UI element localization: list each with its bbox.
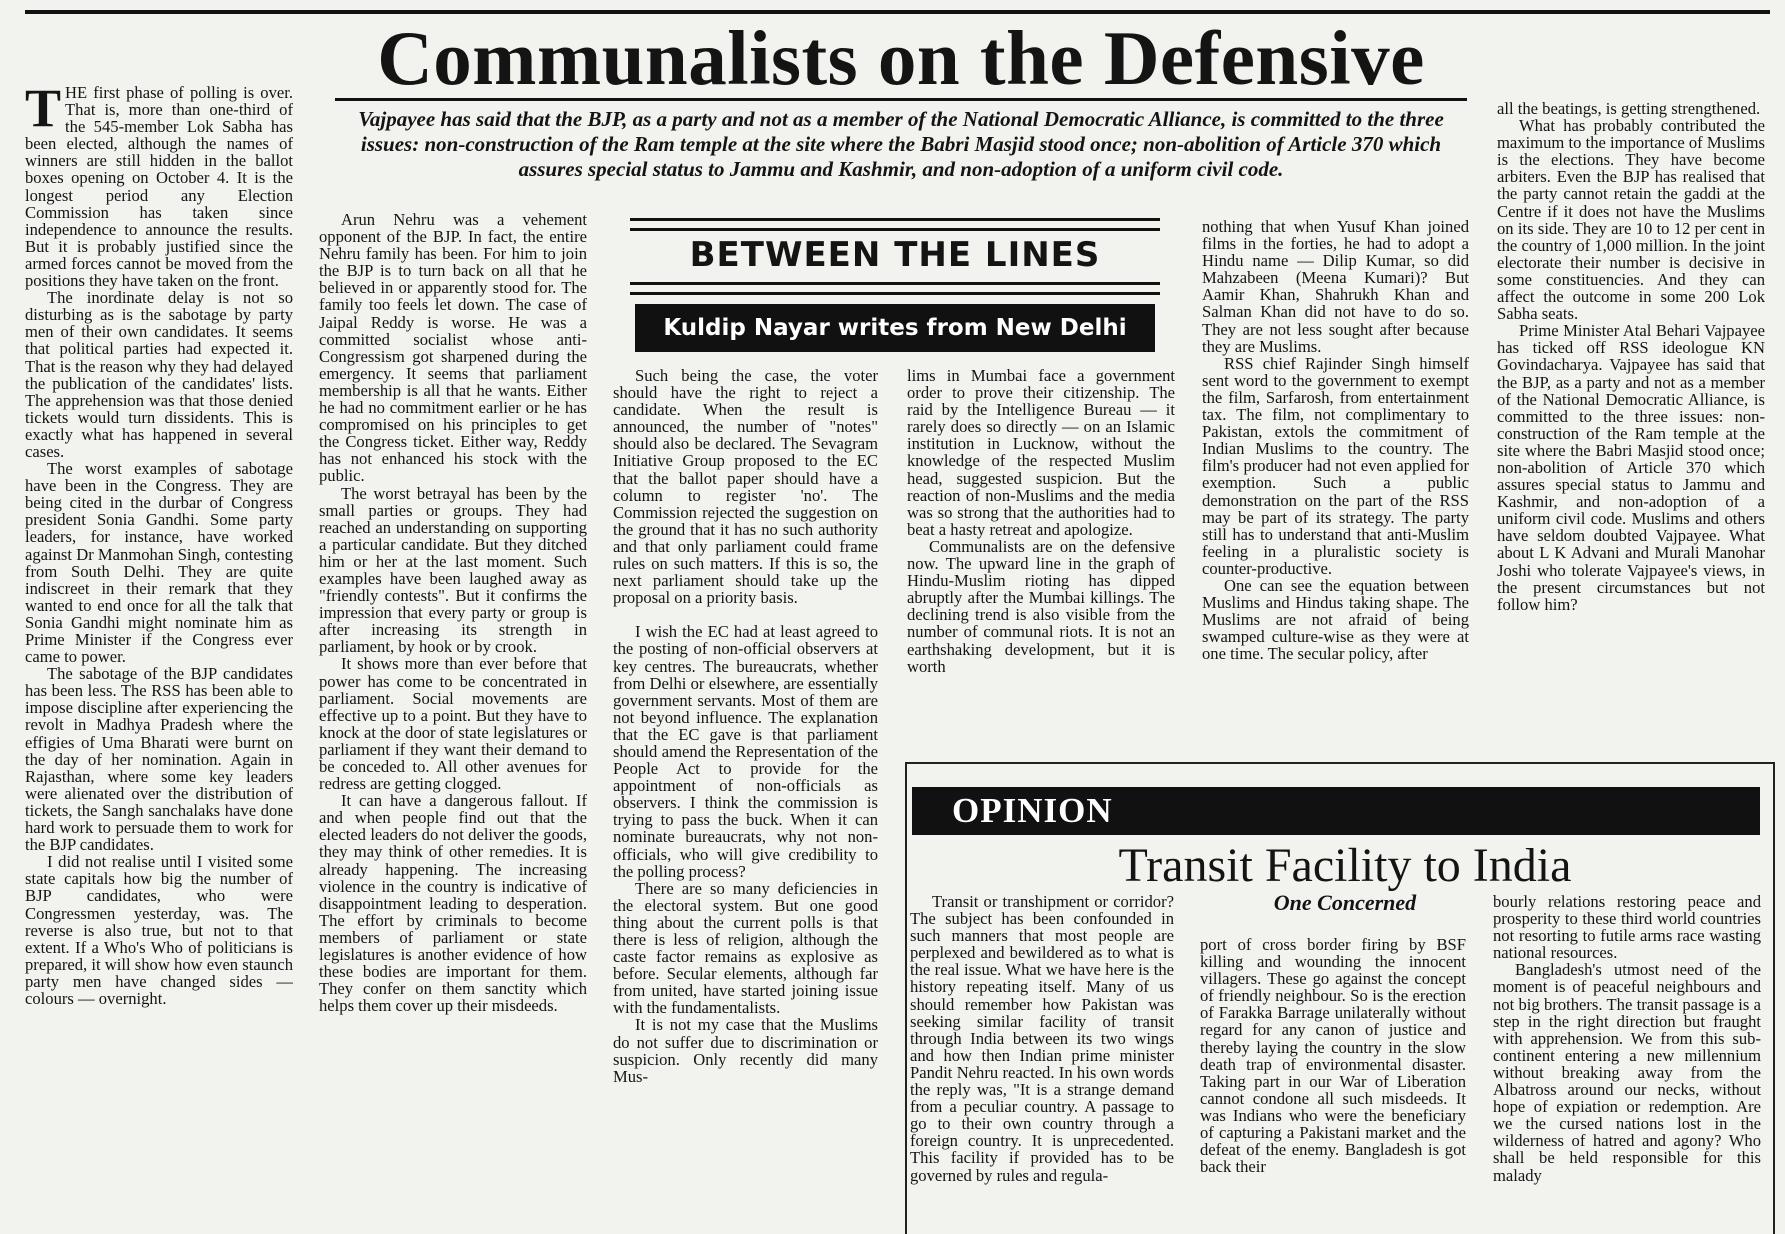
deck-box: [335, 98, 1467, 206]
column-2-para-1: Arun Nehru was a vehement opponent of the BJP. In fact, the entire Nehru family has been. For him to join the BJP is to turn back on all that he believed in or apparently stood for. The family too feels let down. The case of Jaipal Reddy is worse. He was a committed socialist whose anti-Congressism got sharpened during the emergency. It seems that parliament membership is all that he wants. Either he had no commitment earlier or he has compromised on his principles to get the Congress ticket. Either way, Reddy has not enhanced his stock with the public.: [319, 211, 587, 486]
column-1: [25, 84, 293, 1214]
column-1-para-4: The sabotage of the BJP candidates has been less. The RSS has been able to impose discipline after experiencing the revolt in Madhya Pradesh where the effigies of Uma Bharati were burnt on the day of her nomination. Again in Rajasthan, where some key leaders were alienated over the distribution of tickets, the Sangh sanchalaks have done hard work to persuade them to work for the BJP candidates.: [25, 664, 293, 855]
column-3: [613, 367, 878, 1214]
column-5-para-3: One can see the equation between Muslims and Hindus taking shape. The Muslims are not afraid of being swamped culture-wise as they were at one time. The secular policy, after: [1202, 575, 1469, 664]
column-3-para-1: Such being the case, the voter should have the right to reject a candidate. When the result is announced, the number of "notes" should also be declared. The Sevagram Initiative Group proposed to the EC that the ballot paper should have a column to register 'no'. The Commission rejected the suggestion on the ground that it has no such authority and that only parliament could frame rules on such matters. If this is so, the next parliament should take up the proposal on a priority basis.: [613, 367, 878, 608]
opinion-column-3-para-2: Bangladesh's utmost need of the moment is of peaceful neighbours and not big brothers. The transit passage is a step in the right direction but fraught with apprehension. We from this sub-continent entering a new millennium without breaking away from the Albatross around our necks, without hope of expiation or redemption. Are we the cursed nations lost in the wilderness of hatred and agony? Who shall be held responsible for this malady: [1493, 960, 1761, 1185]
column-4: [907, 367, 1175, 747]
column-5-para-1: nothing that when Yusuf Khan joined films in the forties, he had to adopt a Hindu name — Dilip Kumar, so did Mahzabeen (Meena Kumari)? But Aamir Khan, Shahrukh Khan and Salman Khan did not have to do so. They are not less sought after because they are Muslims.: [1202, 218, 1469, 356]
opinion-column-3: [1493, 893, 1761, 1221]
badge-rule: [630, 228, 1160, 231]
between-the-lines-badge: [630, 218, 1160, 360]
column-2: [319, 211, 587, 1214]
column-5: [1202, 218, 1469, 748]
column-3-para-3: There are so many deficiencies in the electoral system. But one good thing about the current polls is that there is less of religion, although the caste factor remains as explosive as before. Secular elements, although far from united, have started joining issue with the fundamentalists.: [613, 878, 878, 1018]
column-2-para-3: It shows more than ever before that power has come to be concentrated in parliament. Social movements are effective up to a point. But they have to knock at the door of state legislatures or parliament if they want their demand to be conceded to. All other avenues for redress are getting clogged.: [319, 654, 587, 794]
column-6: [1497, 100, 1765, 750]
deck: Vajpayee has said that the BJP, as a party and not as a member of the National Democratic Alliance, is committed to the three issues: non-construction of the Ram temple at the site where the Babri Masjid stood once; non-abolition of Article 370 which assures special status to Jammu and Kashmir, and non-adoption of a uniform civil code.: [358, 107, 1444, 181]
column-2-para-2: The worst betrayal has been by the small parties or groups. They had reached an understanding on supporting a particular candidate. But they ditched him or her at the last moment. Such examples have been laughed away as "friendly contests". But it confirms the impression that every party or group is after increasing its strength in parliament, by hook or by crook.: [319, 483, 587, 657]
opinion-column-2-para-1: port of cross border firing by BSF killing and wounding the innocent villagers. These go against the concept of friendly neighbour. So is the erection of Farakka Barrage unilaterally without regard for any canon of justice and thereby laying the country in the slow death trap of environmental disaster. Taking part in our War of Liberation cannot condone all such misdeeds. It was Indians who were the beneficiary of capturing a Pakistani market and the defeat of the enemy. Bangladesh is got back their: [1200, 936, 1466, 1177]
column-5-para-2: RSS chief Rajinder Singh himself sent word to the government to exempt the film, Sarfarosh, from entertainment tax. The film, not complimentary to Pakistan, extols the commitment of Indian Muslims to the country. The film's producer had not even applied for exemption. Such a public demonstration on the part of the RSS may be part of its strategy. The party still has to understand that anti-Muslim feeling in a pluralistic society is counter-productive.: [1202, 353, 1469, 578]
column-1-para-1: THE first phase of polling is over. That is, more than one-third of the 545-member Lok Sabha has been elected, although the names of winners are still hidden in the ballot boxes opening on October 4. It is the longest period any Election Commission has taken since independence to announce the results. But it is probably justified since the armed forces cannot be moved from the positions they have taken on the front.: [25, 84, 293, 291]
opinion-column-1-para-1: Transit or transhipment or corridor? The subject has been confounded in such manners that most people are perplexed and bewildered as to what is the real issue. What we have here is the history repeating itself. Many of us should remember how Pakistan was seeking similar facility of transit through India between its two wings and how then Indian prime minister Pandit Nehru reacted. In his own words the reply was, "It is a strange demand from a peculiar country. A passage to go to their own country through a foreign country. It is unprecedented. This facility if provided has to be governed by rules and regula-: [910, 893, 1174, 1185]
column-1-para-3: The worst examples of sabotage have been in the Congress. They are being cited in the durbar of Congress president Sonia Gandhi. Some party leaders, for instance, have worked against Dr Manmohan Singh, contesting from South Delhi. They are quite indiscreet in their remark that they wanted to end once for all the talk that Sonia Gandhi might nominate him as Prime Minister if the Congress ever came to power.: [25, 459, 293, 667]
badge-rule: [630, 218, 1160, 221]
column-3-para-4: It is not my case that the Muslims do not suffer due to discrimination or suspicion. Only recently did many Mus-: [613, 1015, 878, 1086]
opinion-column-3-para-1: bourly relations restoring peace and prosperity to these third world countries not resorting to futile arms race wasting national resources.: [1493, 893, 1761, 963]
badge-rule: [630, 292, 1160, 295]
badge-rule: [630, 282, 1160, 285]
column-3-para-2: I wish the EC had at least agreed to the posting of non-official observers at key centres. The bureaucrats, whether from Delhi or elsewhere, are essentially government servants. Most of them are not beyond influence. The explanation that the EC gave is that parliament should amend the Representation of the People Act to provide for the appointment of non-officials as observers. I think the commission is trying to pass the buck. When it can nominate bureaucrats, why not non-officials, who will give credibility to the polling process?: [613, 622, 878, 881]
column-1-para-2: The inordinate delay is not so disturbing as is the sabotage by party men of their own candidates. It seems that political parties had expected it. That is the reason why they had delayed the publication of the candidates' lists. The apprehension was that those denied tickets would turn dissidents. This is exactly what has happened in several cases.: [25, 288, 293, 461]
dropcap: T: [25, 84, 62, 138]
column-4-para-2: Communalists are on the defensive now. The upward line in the graph of Hindu-Muslim rioting has dipped abruptly after the Mumbai killings. The declining trend is also visible from the number of communal riots. It is not an earthshaking development, but it is worth: [907, 536, 1175, 676]
opinion-author: One Concerned: [1273, 890, 1417, 915]
column-2-para-4: It can have a dangerous fallout. If and when people find out that the elected leaders do not deliver the goods, they may think of other remedies. It is already happening. The increasing violence in the country is indicative of disappointment leading to desperation. The effort by criminals to become members of parliament or state legislatures is another evidence of how these bodies are important for them. They confer on them sanctity which helps them cover up their misdeeds.: [319, 791, 587, 1016]
headline: Communalists on the Defensive: [377, 15, 1425, 101]
opinion-headline: Transit Facility to India: [1118, 839, 1572, 892]
opinion-column-2: [1200, 936, 1466, 1221]
column-6-para-2: What has probably contributed the maximum to the importance of Muslims is the elections. They have become arbiters. Even the BJP has realised that the party cannot retain the gaddi at the Centre if it does not have the Muslims on its side. They are 10 to 12 per cent in the country of 1,000 million. In the joint electorate their number is decisive in some constituencies. And they can affect the outcome in some 200 Lok Sabha seats.: [1497, 116, 1765, 324]
column-1-para-5: I did not realise until I visited some state capitals how big the number of BJP candidates, who were Congressmen yesterday, was. The reverse is also true, but not to that extent. If a Who's Who of politicians is prepared, it will show how even staunch party men have changed sides — colours — overnight.: [25, 852, 293, 1008]
column-6-para-1: all the beatings, is getting strengthened.: [1497, 100, 1761, 118]
opinion-label: OPINION: [912, 787, 1760, 835]
badge-byline: Kuldip Nayar writes from New Delhi: [635, 304, 1155, 352]
column-4-para-1: lims in Mumbai face a government order to prove their citizenship. The raid by the Intelligence Bureau — it rarely does so directly — on an Islamic institution in Lucknow, without the knowledge of the respected Muslim head, suggested suspicion. But the reaction of non-Muslims and the media was so strong that the authorities had to beat a hasty retreat and apologize.: [907, 367, 1175, 539]
column-6-para-3: Prime Minister Atal Behari Vajpayee has ticked off RSS ideologue KN Govindacharya. Vajpayee has said that the BJP, as a party and not as a member of the National Democratic Alliance, is committed to the three issues: non-construction of the Ram temple at the site where the Babri Masjid stood once; non-abolition of Article 370 which assures special status to Jammu and Kashmir, and non-adoption of a uniform civil code. Muslims and others have seldom doubted Vajpayee. What about L K Advani and Murali Manohar Joshi who tolerate Vajpayee's views, in the present circumstances but not follow him?: [1497, 321, 1765, 614]
badge-title: BETWEEN THE LINES: [630, 235, 1160, 275]
opinion-column-1: [910, 893, 1174, 1221]
